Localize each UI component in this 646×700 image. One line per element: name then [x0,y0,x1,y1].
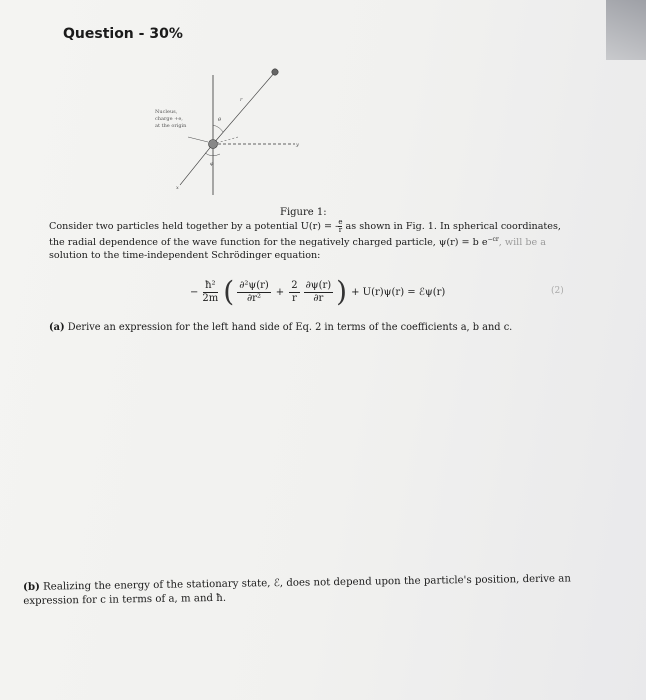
r-vector [213,72,275,144]
intro-line2-b: , will be a [498,237,546,249]
d1-den: ∂r [313,292,324,304]
right-paren: ) [336,275,348,308]
equation-number: (2) [551,286,564,296]
theta-arc [213,125,223,132]
problem-statement [49,219,589,262]
eq-plus: + [275,286,285,298]
hbar-frac [200,280,220,305]
r-label: r [240,97,243,103]
part-a-text: Derive an expression for the left hand side of Eq. 2 in terms of the coefficients a, b and c. [64,322,513,333]
part-b-text-line1: Realizing the energy of the stationary state, ℰ, does not depend upon the particle's position, derive an [39,573,571,593]
d2-num: ∂²ψ(r) [239,279,269,291]
phi-arc [205,153,220,156]
y-label: y [296,142,299,148]
nucleus-pointer [188,137,208,142]
nucleus-dot [209,140,218,149]
potential-frac-num: e [338,218,343,226]
eq-minus: − [190,286,199,298]
theta-label: θ [218,117,222,123]
nucleus-label-3: at the origin [155,123,187,129]
second-derivative-frac [237,280,271,305]
intro-line2-a: the radial dependence of the wave function for the negatively charged particle, ψ(r) = b e [49,237,488,249]
first-derivative-frac [304,280,334,305]
part-a-label: (a) [49,322,65,333]
figure-1-diagram [150,65,300,195]
figure-caption: Figure 1: [280,207,327,218]
two-over-r-frac [289,280,299,305]
two-m: 2m [202,292,219,304]
schrodinger-equation [190,275,445,309]
nucleus-label-2: charge +e, [155,116,183,122]
nucleus-label-1: Nucleus, [155,109,178,115]
d1-num: ∂ψ(r) [305,279,332,291]
intro-line1-prefix: Consider two particles held together by a potential U(r) = - [49,221,339,232]
page-shadow [606,0,646,60]
question-title: Question - 30% [63,26,183,42]
exponent: −cr [487,236,499,243]
eq-rhs: + U(r)ψ(r) = ℰψ(r) [351,286,446,298]
phi-label: φ [210,161,214,167]
part-a [49,322,512,333]
potential-frac-den: r [338,226,343,234]
intro-line1-mid: as shown in Fig. 1. In spherical coordinates, [342,221,561,232]
x-axis [180,144,213,185]
particle-dot [272,69,278,75]
part-b-label: (b) [23,580,40,593]
d2-den: ∂r² [247,292,261,304]
part-b-text-line2: expression for c in terms of a, m and ħ. [23,592,227,607]
intro-line3: solution to the time-independent Schrödinger equation: [49,249,321,261]
two-num: 2 [291,279,298,291]
r-den: r [291,292,297,304]
hbar-squared: ħ² [205,279,216,291]
left-paren: ( [223,275,235,308]
x-label: x [176,185,179,191]
